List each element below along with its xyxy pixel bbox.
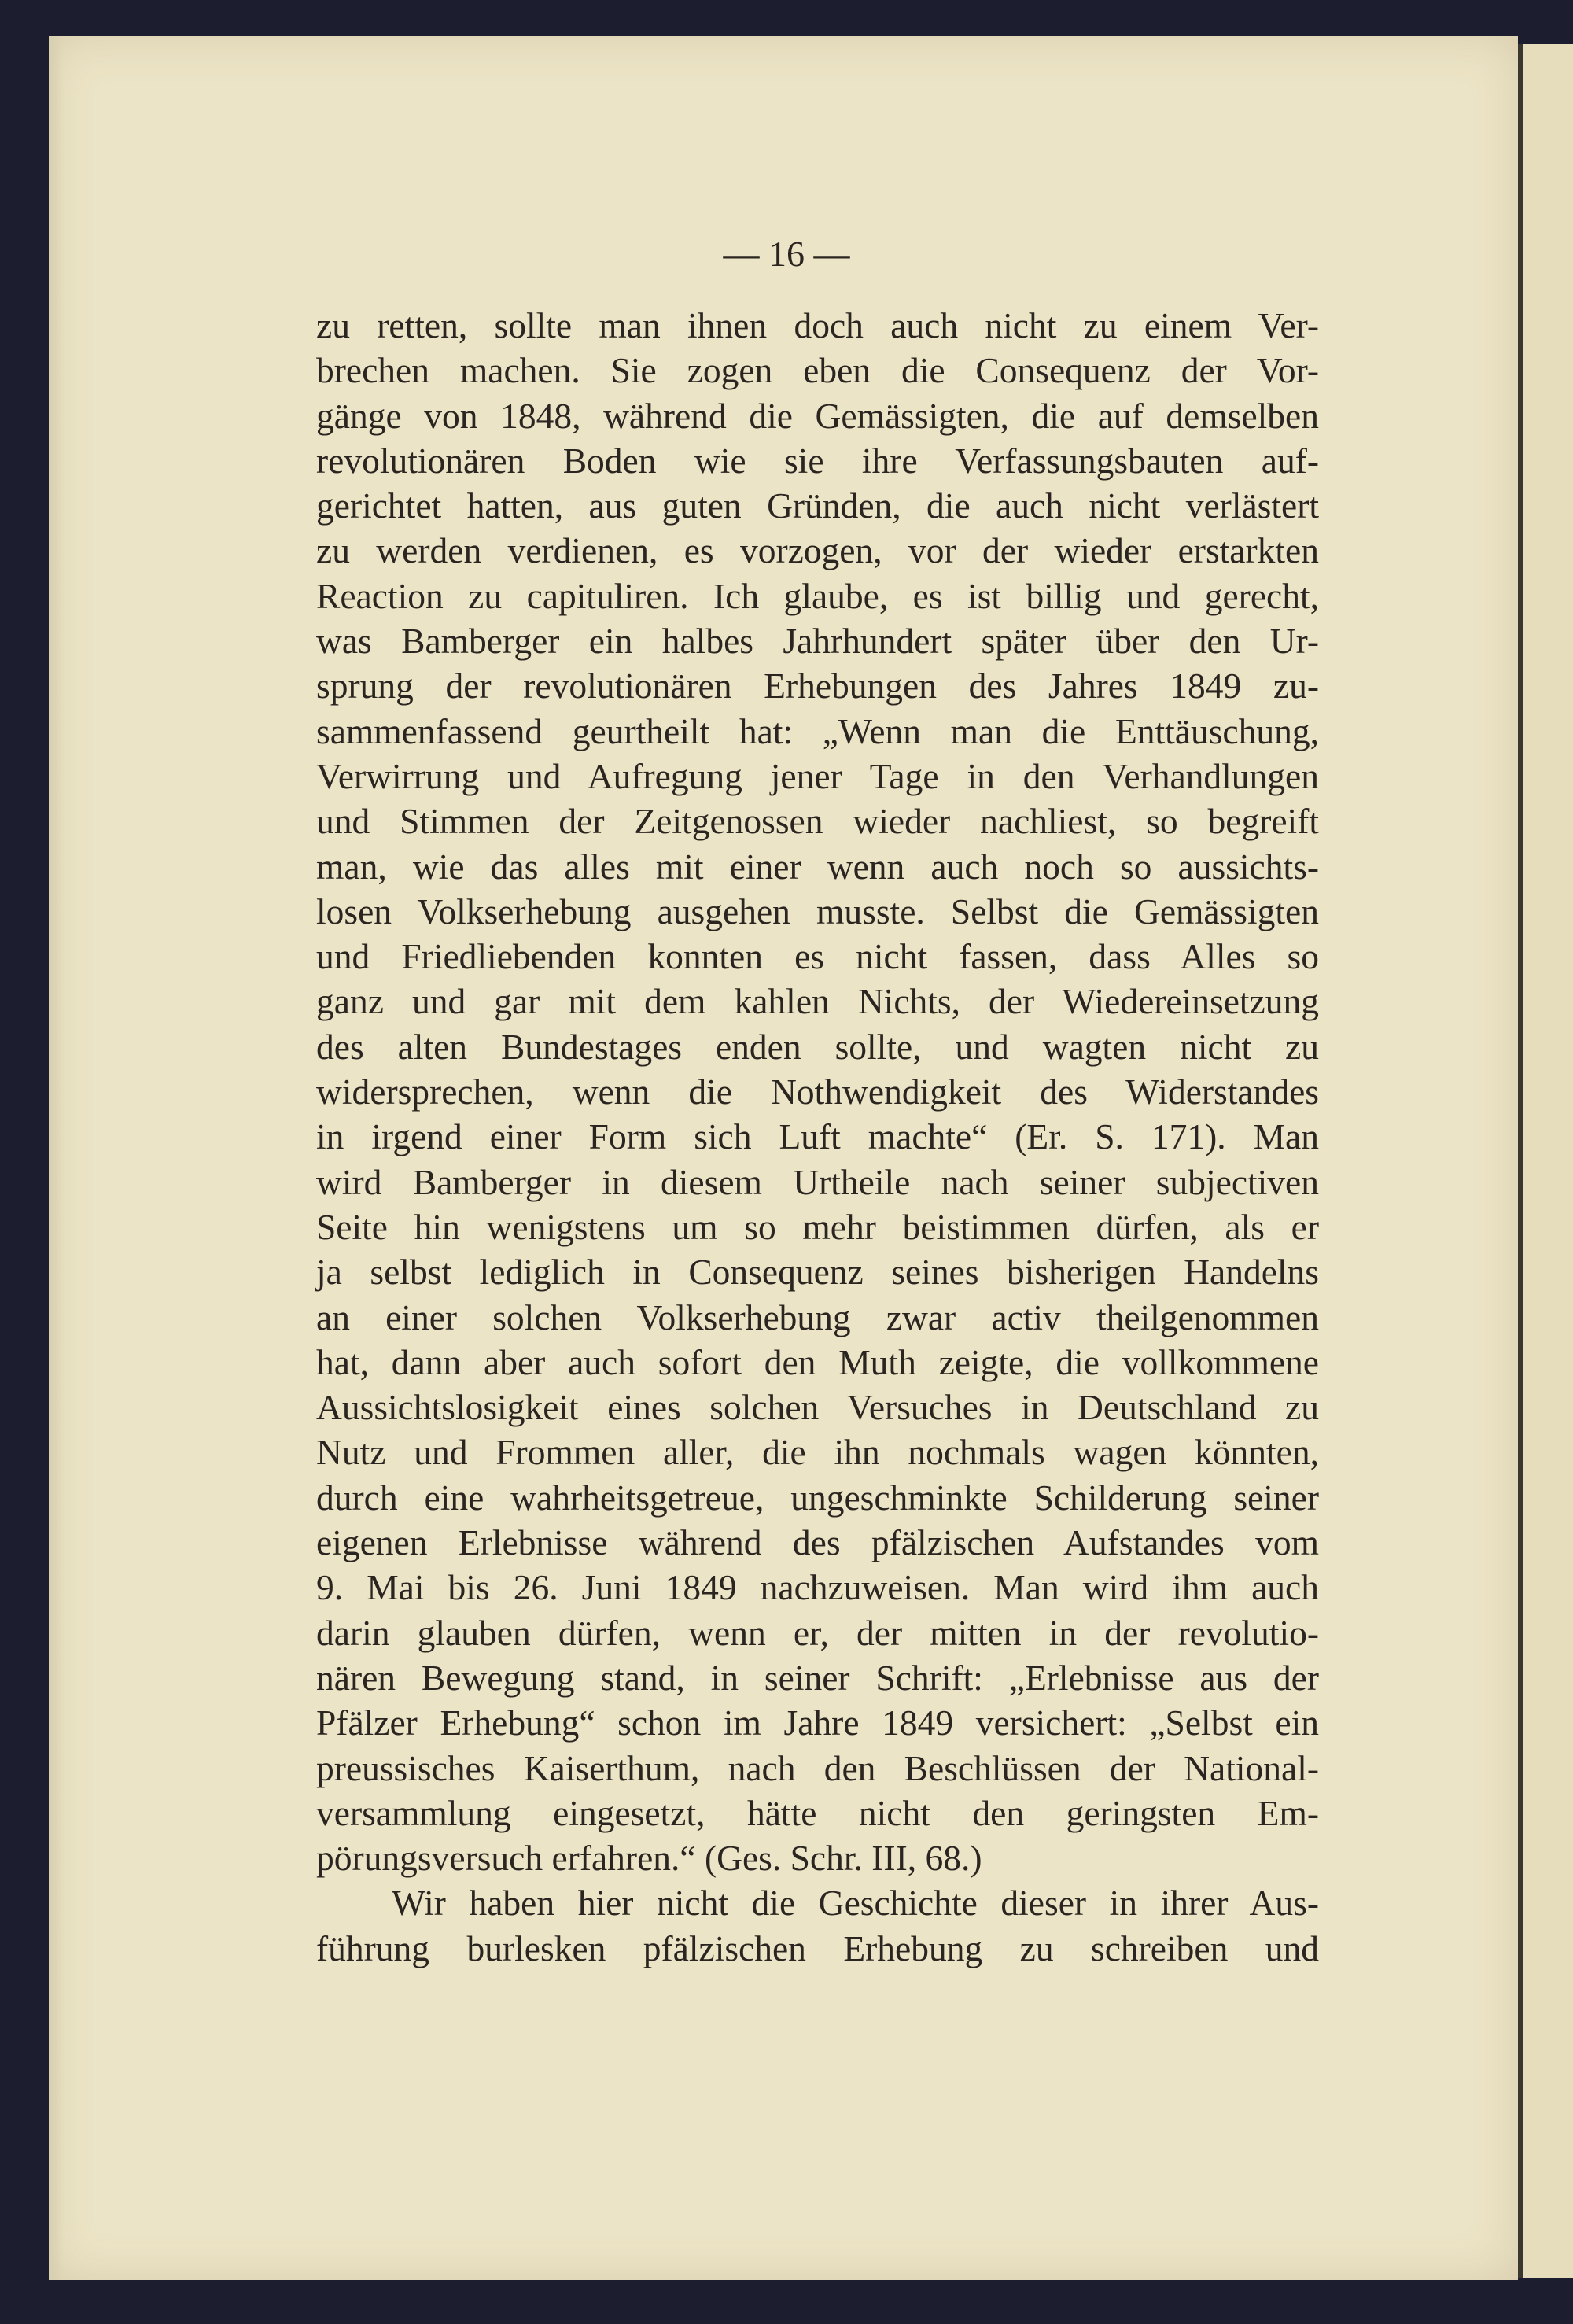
text-line: Nutz und Frommen aller, die ihn nochmals wagen könnten, <box>316 1432 1319 1473</box>
text-line: man, wie das alles mit einer wenn auch noch so aussichts- <box>316 846 1319 887</box>
text-line: führung burlesken pfälzischen Erhebung zu schreiben und <box>316 1927 1319 1968</box>
text-line: preussisches Kaiserthum, nach den Beschlüssen der National- <box>316 1747 1319 1788</box>
text-line: und Stimmen der Zeitgenossen wieder nachliest, so begreift <box>316 801 1319 842</box>
text-line: was Bamberger ein halbes Jahrhundert später über den Ur- <box>316 621 1319 662</box>
body-text <box>316 303 1319 1971</box>
text-line: widersprechen, wenn die Nothwendigkeit des Widerstandes <box>316 1072 1319 1112</box>
text-line: durch eine wahrheitsgetreue, ungeschminkte Schilderung seiner <box>316 1477 1319 1518</box>
text-line: hat, dann aber auch sofort den Muth zeigte, die vollkommene <box>316 1341 1319 1382</box>
adjacent-page-edge <box>1518 44 1573 2278</box>
text-line: gerichtet hatten, aus guten Gründen, die auch nicht verlästert <box>316 485 1319 526</box>
page-gutter-shadow <box>49 36 63 2280</box>
text-line: gänge von 1848, während die Gemässigten, die auf demselben <box>316 395 1319 436</box>
text-line: Seite hin wenigstens um so mehr beistimmen dürfen, als er <box>316 1206 1319 1247</box>
text-line: in irgend einer Form sich Luft machte“ (Er. S. 171). Man <box>316 1116 1319 1157</box>
text-line: zu retten, sollte man ihnen doch auch nicht zu einem Ver- <box>316 305 1319 345</box>
text-line: 9. Mai bis 26. Juni 1849 nachzuweisen. Man wird ihm auch <box>316 1567 1319 1608</box>
text-line: Reaction zu capituliren. Ich glaube, es ist billig und gerecht, <box>316 575 1319 616</box>
text-line: losen Volkserhebung ausgehen musste. Selbst die Gemässigten <box>316 891 1319 931</box>
text-line: pörungsversuch erfahren.“ (Ges. Schr. III, 68.) <box>316 1838 982 1879</box>
text-line: wird Bamberger in diesem Urtheile nach seiner subjectiven <box>316 1161 1319 1202</box>
text-line: des alten Bundestages enden sollte, und wagten nicht zu <box>316 1026 1319 1067</box>
text-line: Wir haben hier nicht die Geschichte dieser in ihrer Aus- <box>392 1883 1319 1924</box>
text-line: sprung der revolutionären Erhebungen des Jahres 1849 zu- <box>316 666 1319 706</box>
page-number: — 16 — <box>723 234 850 274</box>
text-line: darin glauben dürfen, wenn er, der mitten in der revolutio- <box>316 1612 1319 1653</box>
text-line: und Friedliebenden konnten es nicht fassen, dass Alles so <box>316 936 1319 977</box>
text-line: Pfälzer Erhebung“ schon im Jahre 1849 versichert: „Selbst ein <box>316 1702 1319 1743</box>
text-line: zu werden verdienen, es vorzogen, vor der wieder erstarkten <box>316 530 1319 571</box>
text-line: brechen machen. Sie zogen eben die Consequenz der Vor- <box>316 350 1319 391</box>
text-line: Verwirrung und Aufregung jener Tage in den Verhandlungen <box>316 755 1319 796</box>
text-line: sammenfassend geurtheilt hat: „Wenn man die Enttäuschung, <box>316 710 1319 751</box>
text-line: an einer solchen Volkserhebung zwar activ theilgenommen <box>316 1297 1319 1337</box>
text-line: Aussichtslosigkeit eines solchen Versuches in Deutschland zu <box>316 1387 1319 1428</box>
text-line: nären Bewegung stand, in seiner Schrift: „Erlebnisse aus der <box>316 1657 1319 1698</box>
text-line: versammlung eingesetzt, hätte nicht den geringsten Em- <box>316 1792 1319 1833</box>
text-line: ja selbst lediglich in Consequenz seines bisherigen Handelns <box>316 1252 1319 1293</box>
text-line: ganz und gar mit dem kahlen Nichts, der Wiedereinsetzung <box>316 981 1319 1022</box>
text-line: revolutionären Boden wie sie ihre Verfassungsbauten auf- <box>316 440 1319 481</box>
text-line: eigenen Erlebnisse während des pfälzischen Aufstandes vom <box>316 1522 1319 1563</box>
